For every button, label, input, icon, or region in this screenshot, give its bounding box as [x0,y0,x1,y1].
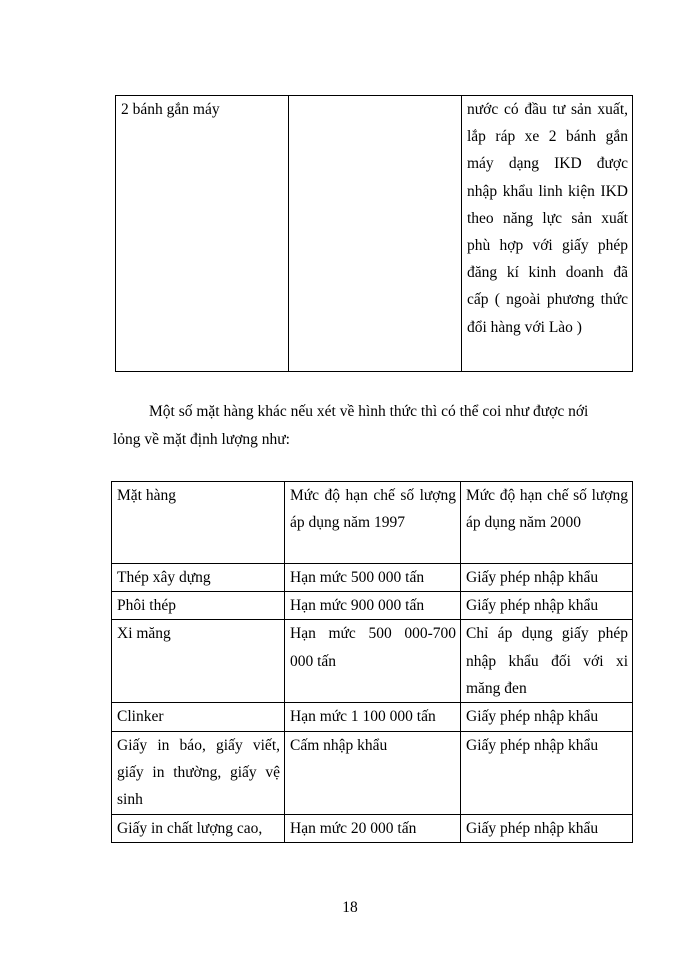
cell-item: Giấy in chất lượng cao, [112,814,285,842]
table-header-row [112,482,633,564]
cell-2000: Giấy phép nhập khẩu [461,564,633,592]
paragraph-line-2: lỏng về mặt định lượng như: [113,431,290,448]
header-cell-2000: Mức độ hạn chế số lượng áp dụng năm 2000 [461,482,633,564]
cell-2000: Giấy phép nhập khẩu [461,814,633,842]
table-cell-note: nước có đầu tư sản xuất, lắp ráp xe 2 bánh gắn máy dạng IKD được nhập khẩu linh kiện IKD theo năng lực sản xuất phù hợp với giấy phép đăng kí kinh doanh đã cấp ( ngoài phương thức đổi hàng với Lào ) [462,96,633,372]
cell-item: Phôi thép [112,592,285,620]
cell-1997: Cấm nhập khẩu [285,731,461,814]
table-row [116,96,633,372]
table-row [112,703,633,731]
page-number: 18 [342,899,358,916]
table-row [112,564,633,592]
cell-2000: Giấy phép nhập khẩu [461,731,633,814]
table-row [112,731,633,814]
cell-item: Xi măng [112,620,285,703]
paragraph-line-1: Một số mặt hàng khác nếu xét về hình thức thì có thể coi như được nới [149,403,589,420]
cell-1997: Hạn mức 900 000 tấn [285,592,461,620]
cell-1997: Hạn mức 20 000 tấn [285,814,461,842]
restriction-table [111,481,633,843]
cell-2000: Giấy phép nhập khẩu [461,592,633,620]
cell-item: Giấy in báo, giấy viết, giấy in thường, giấy vệ sinh [112,731,285,814]
header-cell-1997: Mức độ hạn chế số lượng áp dụng năm 1997 [285,482,461,564]
table-row [112,620,633,703]
cell-1997: Hạn mức 500 000-700 000 tấn [285,620,461,703]
cell-item: Thép xây dựng [112,564,285,592]
table-row [112,592,633,620]
table-row [112,814,633,842]
cell-item: Clinker [112,703,285,731]
cell-2000: Chỉ áp dụng giấy phép nhập khẩu đối với xi măng đen [461,620,633,703]
cell-1997: Hạn mức 1 100 000 tấn [285,703,461,731]
table-continued [115,95,633,372]
cell-2000: Giấy phép nhập khẩu [461,703,633,731]
cell-1997: Hạn mức 500 000 tấn [285,564,461,592]
header-cell-item: Mặt hàng [112,482,285,564]
table-cell-item: 2 bánh gắn máy [116,96,289,372]
table-cell-middle [289,96,462,372]
